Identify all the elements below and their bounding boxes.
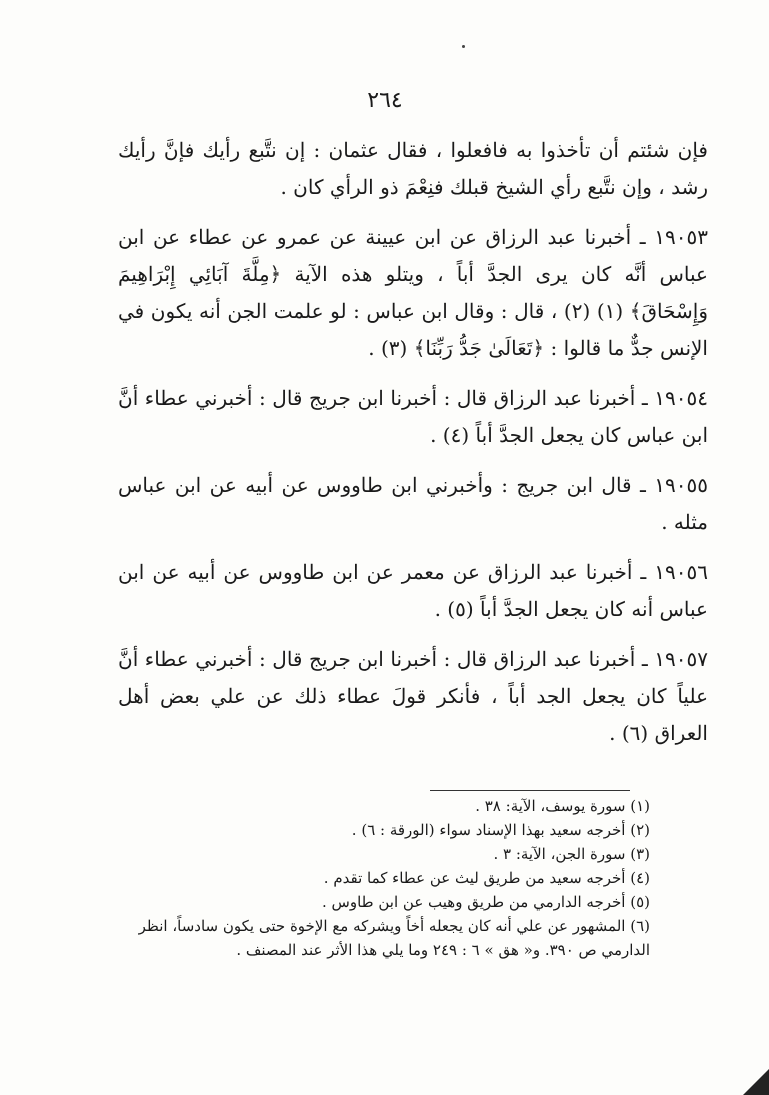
page-corner-mark [743,1069,769,1095]
footnote-2: (٢) أخرجه سعيد بهذا الإسناد سواء (الورقة : ٦) . [351,821,650,839]
page-number: ٢٦٤ [367,88,403,113]
footnotes [130,794,650,962]
paragraph-continuation: فإن شئتم أن تأخذوا به فافعلوا ، فقال عثمان : إن نتَّبع رأيك فإنَّ رأيك رشد ، وإن نتَّبع رأي الشيخ قبلك فنِعْمَ ذو الرأي كان . [118,138,708,199]
footnote-1: (١) سورة يوسف، الآية: ٣٨ . [475,797,650,815]
speck-mark [462,45,465,48]
footnote-3: (٣) سورة الجن، الآية: ٣ . [493,845,650,863]
hadith-19053: ١٩٠٥٣ ـ أخبرنا عبد الرزاق عن ابن عيينة عن عمرو عن عطاء عن ابن عباس أنَّه كان يرى الجدَّ أباً ، ويتلو هذه الآية ﴿مِلَّةَ آبَائِي إِبْرَاهِيمَ وَإِسْحَاقَ﴾ (١) (٢) ، قال : وقال ابن عباس : لو علمت الجن أنه يكون في الإنس جدٌّ ما قالوا : ﴿تَعَالَىٰ جَدُّ رَبِّنَا﴾ (٣) . [118,225,708,360]
hadith-19056: ١٩٠٥٦ ـ أخبرنا عبد الرزاق عن معمر عن ابن طاووس عن أبيه عن ابن عباس أنه كان يجعل الجدَّ أباً (٥) . [118,560,708,621]
footnote-separator [430,790,630,791]
footnote-6: (٦) المشهور عن علي أنه كان يجعله أخاً ويشركه مع الإخوة حتى يكون سادساً، انظر الدارمي ص ٣٩٠. و« هق » ٦ : ٢٤٩ وما يلي هذا الأثر عند المصنف . [138,917,650,959]
footnote-4: (٤) أخرجه سعيد من طريق ليث عن عطاء كما تقدم . [323,869,650,887]
hadith-19057: ١٩٠٥٧ ـ أخبرنا عبد الرزاق قال : أخبرنا ابن جريج قال : أخبرني عطاء أنَّ علياً كان يجعل الجد أباً ، فأنكر قولَ عطاء ذلك عن علي بعض أهل العراق (٦) . [118,647,708,745]
footnote-5: (٥) أخرجه الدارمي من طريق وهيب عن ابن طاوس . [322,893,650,911]
main-text [118,132,708,765]
hadith-19054: ١٩٠٥٤ ـ أخبرنا عبد الرزاق قال : أخبرنا ابن جريج قال : أخبرني عطاء أنَّ ابن عباس كان يجعل الجدَّ أباً (٤) . [118,386,708,447]
hadith-19055: ١٩٠٥٥ ـ قال ابن جريج : وأخبرني ابن طاووس عن أبيه عن ابن عباس مثله . [118,473,708,534]
